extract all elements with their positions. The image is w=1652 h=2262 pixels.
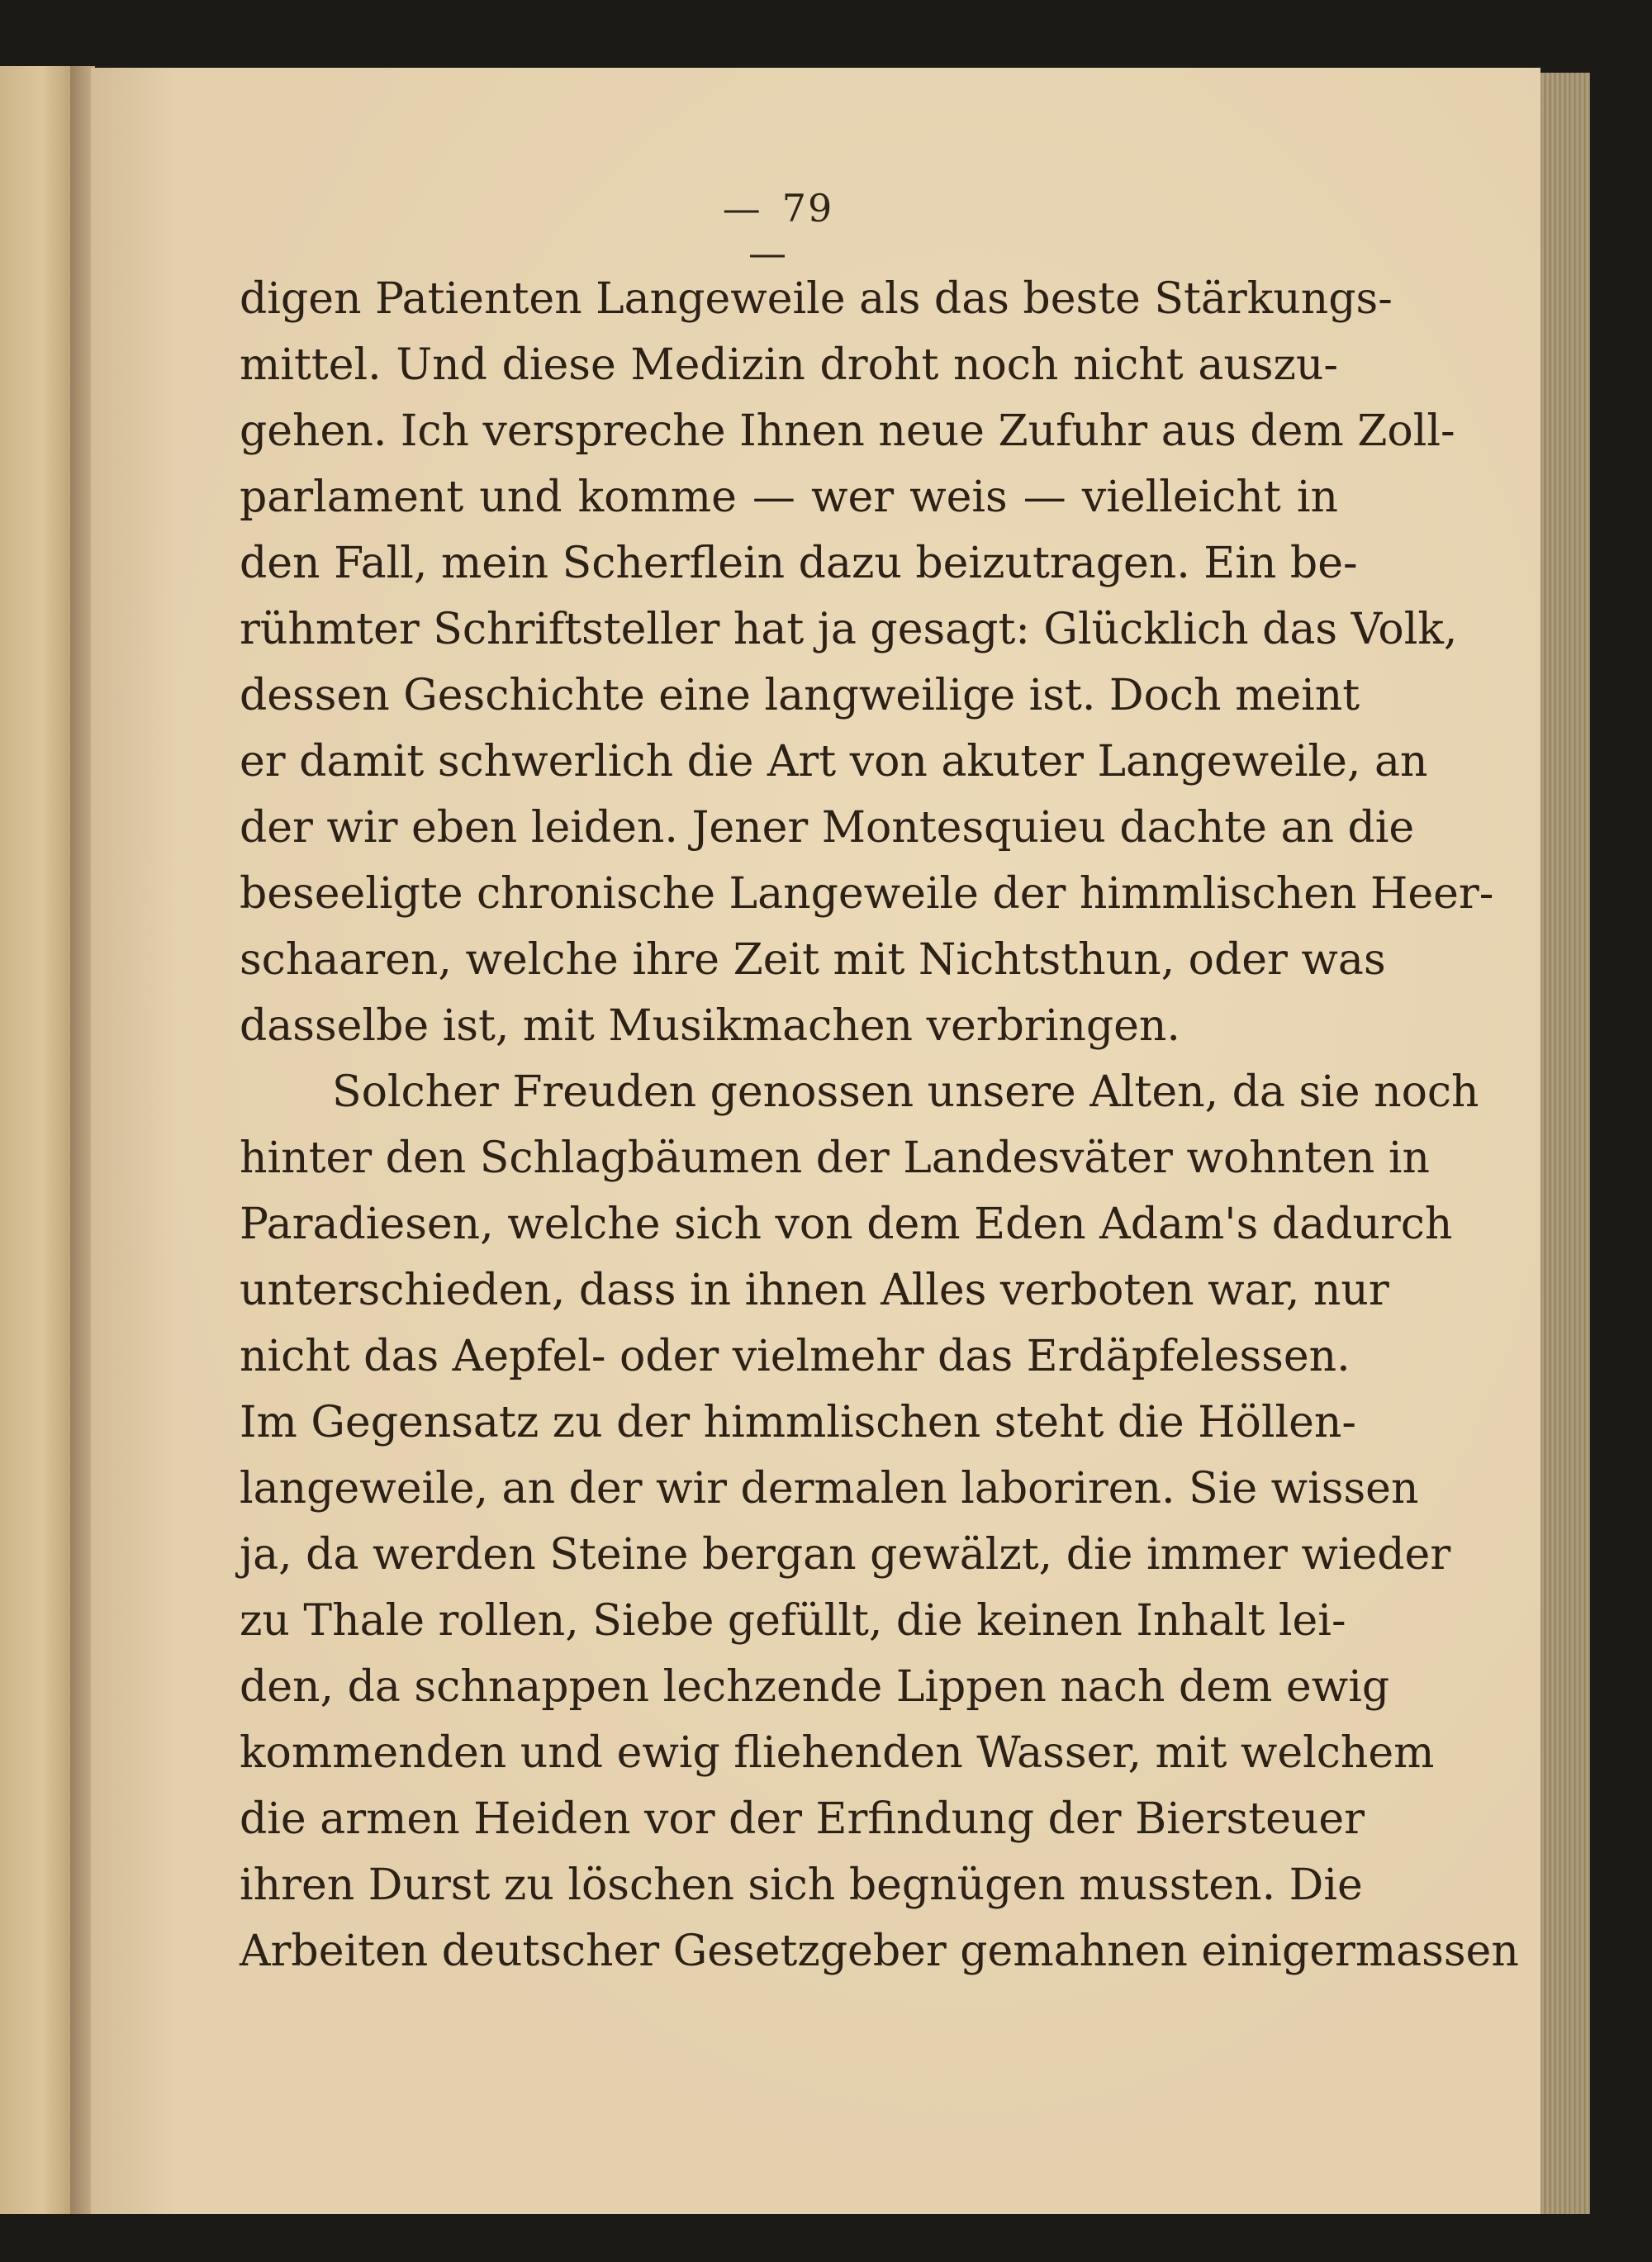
text-line: hinter den Schlagbäumen der Landesväter wohnten in [240, 1133, 1431, 1183]
text-line: Paradiesen, welche sich von dem Eden Adam's dadurch [240, 1200, 1453, 1249]
text-line: er damit schwerlich die Art von akuter Langeweile, an [240, 737, 1428, 786]
text-line: Im Gegensatz zu der himmlischen steht die Höllen- [240, 1398, 1356, 1447]
text-line: beseeligte chronische Langeweile der himmlischen Heer- [240, 869, 1494, 919]
text-line: langeweile, an der wir dermalen laboriren. Sie wissen [240, 1464, 1419, 1514]
body-text [240, 266, 1519, 1984]
header-dash-left: — [722, 186, 762, 230]
text-line: parlament und komme — wer weis — vielleicht in [240, 473, 1338, 522]
text-line: die armen Heiden vor der Erfindung der Biersteuer [240, 1794, 1365, 1844]
text-line: kommenden und ewig fliehenden Wasser, mit welchem [240, 1728, 1435, 1778]
text-line: dessen Geschichte eine langweilige ist. Doch meint [240, 671, 1360, 720]
text-line: Arbeiten deutscher Gesetzgeber gemahnen einigermassen [240, 1927, 1519, 1976]
text-line: ja, da werden Steine bergan gewälzt, die immer wieder [240, 1530, 1451, 1580]
header-dash-right: — [748, 230, 788, 275]
text-line: der wir eben leiden. Jener Montesquieu dachte an die [240, 803, 1415, 853]
page-header [677, 186, 859, 275]
page-number: 79 [781, 186, 834, 230]
text-line-paragraph-start: Solcher Freuden genossen unsere Alten, da sie noch [332, 1067, 1479, 1117]
text-line: dasselbe ist, mit Musikmachen verbringen. [240, 1001, 1180, 1051]
text-line: digen Patienten Langeweile als das beste Stärkungs- [240, 274, 1393, 324]
text-line: unterschieden, dass in ihnen Alles verboten war, nur [240, 1266, 1389, 1315]
page-block-edges [1540, 73, 1590, 2214]
text-line: nicht das Aepfel- oder vielmehr das Erdäpfelessen. [240, 1332, 1351, 1381]
text-line: zu Thale rollen, Siebe gefüllt, die keinen Inhalt lei- [240, 1596, 1346, 1646]
text-line: mittel. Und diese Medizin droht noch nicht auszu- [240, 340, 1338, 390]
text-line: schaaren, welche ihre Zeit mit Nichtsthun, oder was [240, 935, 1386, 985]
text-line: den Fall, mein Scherflein dazu beizutragen. Ein be- [240, 539, 1358, 588]
text-line: ihren Durst zu löschen sich begnügen mussten. Die [240, 1860, 1363, 1910]
facing-page-edge [0, 66, 70, 2214]
text-line: den, da schnappen lechzende Lippen nach dem ewig [240, 1662, 1390, 1712]
text-line: gehen. Ich verspreche Ihnen neue Zufuhr aus dem Zoll- [240, 406, 1455, 456]
text-line: rühmter Schriftsteller hat ja gesagt: Glücklich das Volk, [240, 605, 1458, 654]
